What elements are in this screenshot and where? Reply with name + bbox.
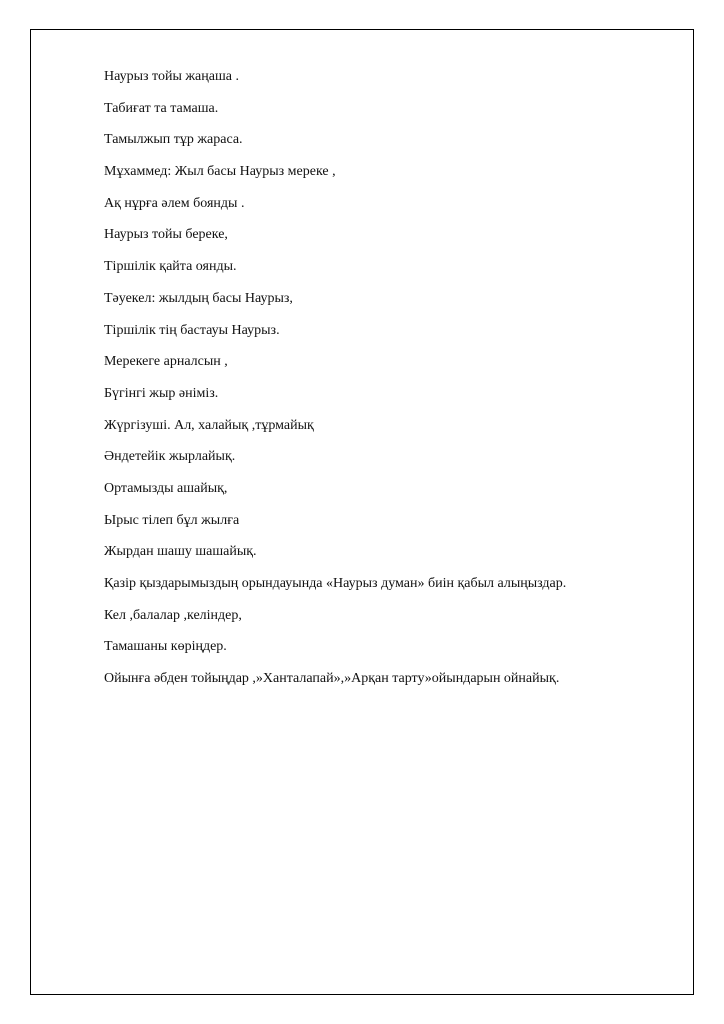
text-line: Мұхаммед: Жыл басы Наурыз мереке ,: [104, 164, 336, 180]
text-line: Тіршілік қайта оянды.: [104, 259, 237, 275]
text-line: Бүгінгі жыр әніміз.: [104, 385, 219, 401]
text-line: Тамылжып тұр жараса.: [104, 132, 243, 148]
text-line: Ақ нұрға әлем боянды .: [104, 195, 245, 211]
text-line: Наурыз тойы жаңаша .: [104, 69, 239, 84]
text-line: Ырыс тілеп бұл жылға: [104, 512, 240, 528]
document-body: [104, 68, 684, 702]
text-line: Жүргізуші. Ал, халайық ,тұрмайық: [104, 417, 314, 433]
text-line: Кел ,балалар ,келіндер,: [104, 607, 242, 623]
text-line: Наурыз тойы береке,: [104, 227, 228, 243]
text-line: Табиғат та тамаша.: [104, 100, 219, 116]
text-line: Тіршілік тің бастауы Наурыз.: [104, 322, 280, 338]
text-line: Ортамызды ашайық,: [104, 480, 228, 496]
text-line: Тәуекел: жылдың басы Наурыз,: [104, 290, 293, 306]
text-line: Әндетейік жырлайық.: [104, 449, 236, 465]
text-line: Қазір қыздарымыздың орындауында «Наурыз думан» биін қабыл алыңыздар.: [104, 576, 567, 591]
text-line: Мерекеге арналсын ,: [104, 354, 228, 370]
text-line: Жырдан шашу шашайық.: [104, 544, 257, 560]
text-line: Тамашаны көріңдер.: [104, 639, 227, 655]
text-line: Ойынға әбден тойыңдар ,»Ханталапай»,»Арқан тарту»ойындарын ойнайық.: [104, 671, 560, 687]
